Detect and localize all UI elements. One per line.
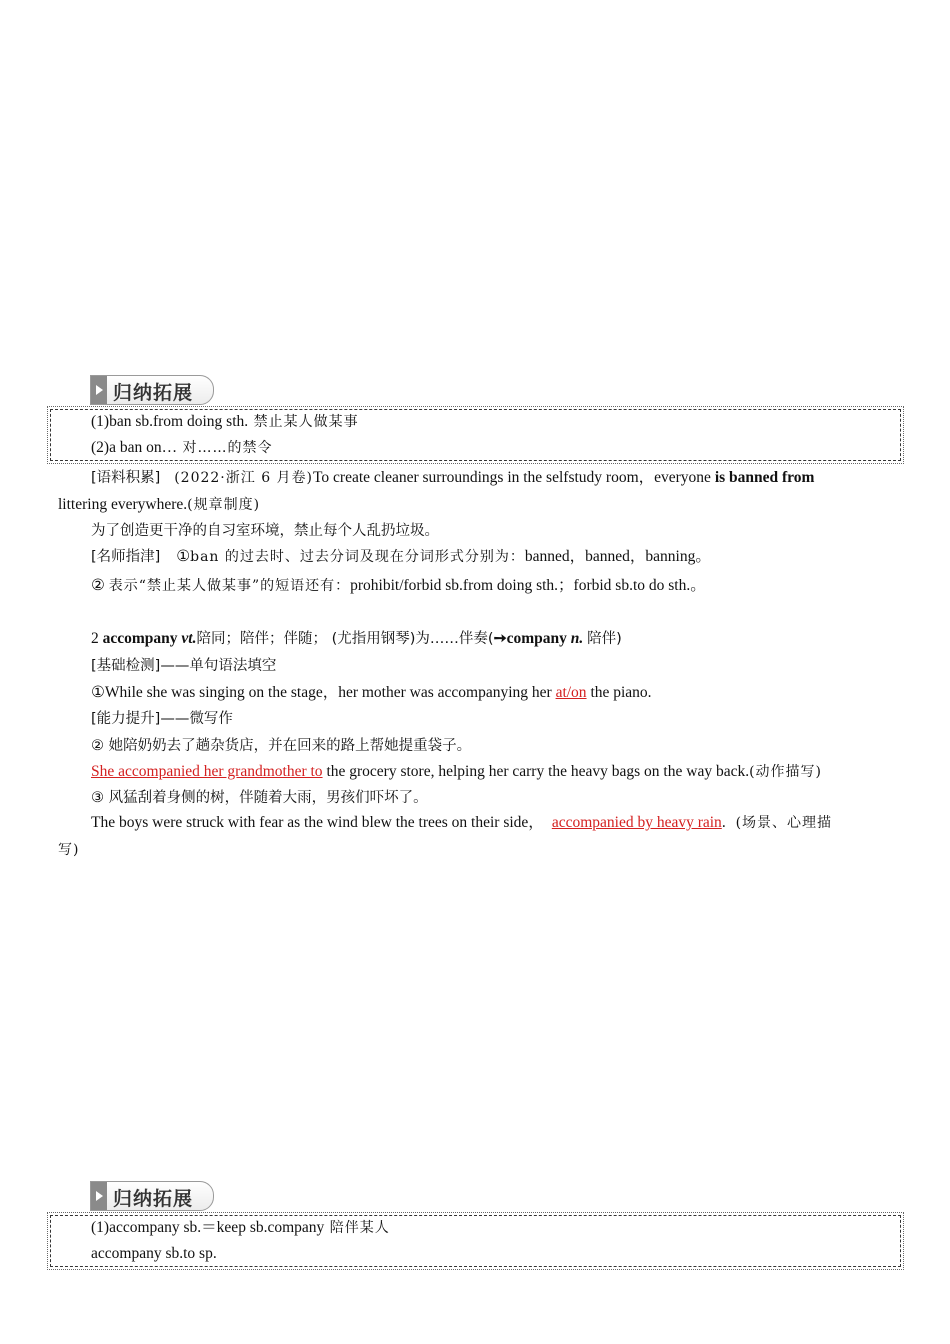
corpus-line: [语料积累] (2022·浙江 6 月卷)To create cleaner surroundings in the selfstudy room，everyone is banned from: [91, 469, 815, 486]
box-line: accompany sb.to sp.: [91, 1245, 217, 1262]
play-triangle-icon: [91, 376, 107, 404]
summary-tag-label: 归纳拓展: [113, 382, 194, 404]
basic-check-heading: [基础检测]——单句语法填空: [91, 658, 277, 674]
answer-blank: accompanied by heavy rain: [551, 814, 722, 831]
answer-blank: at/on: [555, 684, 587, 701]
ability-heading: [能力提升]——微写作: [91, 711, 233, 727]
ability-q3-note: 写): [58, 842, 80, 858]
corpus-translation: 为了创造更干净的自习室环境，禁止每个人乱扔垃圾。: [91, 523, 439, 539]
ability-q3-answer: The boys were struck with fear as the wind blew the trees on their side， accompanied by heavy rain. (场景、心理描: [91, 814, 833, 831]
arrow-icon: ➙: [493, 630, 507, 647]
summary-tag-label: 归纳拓展: [113, 1188, 194, 1210]
corpus-label: [语料积累]: [91, 470, 161, 486]
corpus-line-2: littering everywhere.(规章制度): [58, 496, 261, 513]
ability-q2-answer: She accompanied her grandmother to the grocery store, helping her carry the heavy bags on the way back.(动作描写): [91, 763, 823, 780]
box-line: (1)ban sb.from doing sth. 禁止某人做某事: [91, 413, 359, 430]
summary-tag: [90, 1181, 214, 1211]
vocab-entry: 2 accompany vt.陪同；陪伴；伴随； (尤指用钢琴)为……伴奏(➙company n. 陪伴): [91, 630, 622, 647]
box-line: (2)a ban on… 对……的禁令: [91, 439, 273, 456]
basic-check-q1: ①While she was singing on the stage，her mother was accompanying her at/on the piano.: [91, 684, 652, 701]
play-triangle-icon: [91, 1182, 107, 1210]
teacher-tip-1: [名师指津] ①ban 的过去时、过去分词及现在分词形式分别为：banned，banned，banning。: [91, 548, 711, 565]
answer-blank: She accompanied her grandmother to: [91, 763, 323, 780]
teacher-tip-2: ② 表示“禁止某人做某事”的短语还有：prohibit/forbid sb.from doing sth.；forbid sb.to do sth.。: [91, 577, 706, 594]
corpus-source: (2022·浙江 6 月卷): [174, 470, 314, 486]
summary-tag: [90, 375, 214, 405]
ability-q2-cn: ② 她陪奶奶去了趟杂货店，并在回来的路上帮她提重袋子。: [91, 738, 472, 754]
box-line: (1)accompany sb.＝keep sb.company 陪伴某人: [91, 1219, 390, 1236]
entry-word: accompany: [102, 630, 178, 647]
ability-q3-cn: ③ 风猛刮着身侧的树，伴随着大雨，男孩们吓坏了。: [91, 790, 428, 806]
teacher-label: [名师指津]: [91, 549, 161, 565]
